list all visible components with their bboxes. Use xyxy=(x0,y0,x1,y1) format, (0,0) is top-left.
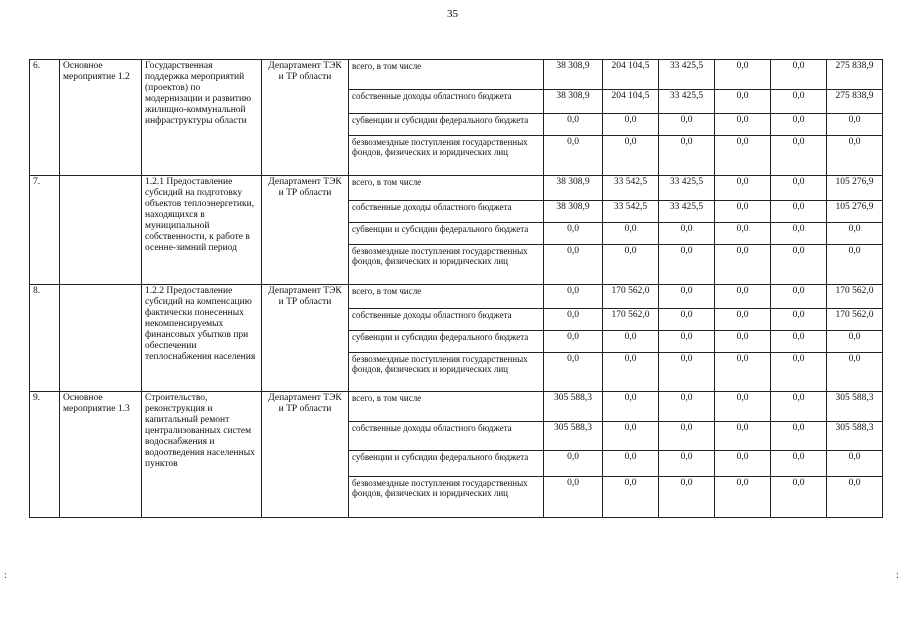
amount-cell: 0,0 xyxy=(603,353,659,392)
amount-cell: 33 425,5 xyxy=(659,201,715,223)
department: Департамент ТЭК и ТР области xyxy=(262,176,349,285)
department: Департамент ТЭК и ТР области xyxy=(262,60,349,176)
amount-cell: 0,0 xyxy=(715,90,771,114)
amount-cell: 305 588,3 xyxy=(827,392,883,422)
amount-cell: 0,0 xyxy=(771,245,827,285)
funding-source: всего, в том числе xyxy=(349,392,544,422)
amount-cell: 204 104,5 xyxy=(603,60,659,90)
amount-cell: 38 308,9 xyxy=(544,176,603,201)
row-number: 6. xyxy=(30,60,60,176)
row-number: 8. xyxy=(30,285,60,392)
table-row xyxy=(30,60,883,90)
program-name: 1.2.1 Предоставление субсидий на подготовку объектов теплоэнергетики, находящихся в муниципальной собственности, к работе в осенне-зимний период xyxy=(142,176,262,285)
amount-cell: 0,0 xyxy=(715,331,771,353)
amount-cell: 0,0 xyxy=(715,176,771,201)
amount-cell: 0,0 xyxy=(827,245,883,285)
amount-cell: 275 838,9 xyxy=(827,60,883,90)
program-name: 1.2.2 Предоставление субсидий на компенсацию фактически понесенных некомпенсируемых финансовых убытков при обеспечении теплоснабжения населения xyxy=(142,285,262,392)
amount-cell: 0,0 xyxy=(603,451,659,477)
program-name: Государственная поддержка мероприятий (проектов) по модернизации и развитию жилищно-коммунальной инфраструктуры области xyxy=(142,60,262,176)
amount-cell: 305 588,3 xyxy=(544,422,603,451)
amount-cell: 0,0 xyxy=(715,136,771,176)
amount-cell: 105 276,9 xyxy=(827,176,883,201)
amount-cell: 0,0 xyxy=(659,451,715,477)
amount-cell: 0,0 xyxy=(659,422,715,451)
amount-cell: 170 562,0 xyxy=(603,285,659,309)
amount-cell: 0,0 xyxy=(771,176,827,201)
amount-cell: 0,0 xyxy=(544,477,603,518)
amount-cell: 0,0 xyxy=(771,136,827,176)
amount-cell: 0,0 xyxy=(659,392,715,422)
amount-cell: 275 838,9 xyxy=(827,90,883,114)
amount-cell: 0,0 xyxy=(659,477,715,518)
amount-cell: 0,0 xyxy=(715,477,771,518)
amount-cell: 0,0 xyxy=(771,285,827,309)
amount-cell: 38 308,9 xyxy=(544,201,603,223)
amount-cell: 0,0 xyxy=(771,114,827,136)
amount-cell: 0,0 xyxy=(544,331,603,353)
amount-cell: 0,0 xyxy=(715,201,771,223)
event-name xyxy=(60,176,142,285)
amount-cell: 0,0 xyxy=(659,223,715,245)
funding-source: безвозмездные поступления государственных фондов, физических и юридических лиц xyxy=(349,136,544,176)
amount-cell: 0,0 xyxy=(544,451,603,477)
table-row xyxy=(30,176,883,201)
amount-cell: 0,0 xyxy=(659,136,715,176)
amount-cell: 105 276,9 xyxy=(827,201,883,223)
amount-cell: 0,0 xyxy=(715,451,771,477)
amount-cell: 0,0 xyxy=(771,201,827,223)
amount-cell: 170 562,0 xyxy=(827,309,883,331)
event-name xyxy=(60,285,142,392)
funding-source: субвенции и субсидии федерального бюджета xyxy=(349,223,544,245)
amount-cell: 0,0 xyxy=(603,136,659,176)
row-number: 9. xyxy=(30,392,60,518)
amount-cell: 0,0 xyxy=(771,223,827,245)
amount-cell: 0,0 xyxy=(603,422,659,451)
amount-cell: 0,0 xyxy=(771,451,827,477)
amount-cell: 0,0 xyxy=(544,353,603,392)
row-number: 7. xyxy=(30,176,60,285)
edge-mark-right: : xyxy=(896,570,899,581)
amount-cell: 0,0 xyxy=(659,309,715,331)
amount-cell: 0,0 xyxy=(603,114,659,136)
amount-cell: 0,0 xyxy=(544,136,603,176)
funding-source: субвенции и субсидии федерального бюджета xyxy=(349,114,544,136)
amount-cell: 0,0 xyxy=(603,223,659,245)
event-name: Основное мероприятие 1.2 xyxy=(60,60,142,176)
amount-cell: 0,0 xyxy=(771,90,827,114)
funding-source: безвозмездные поступления государственных фондов, физических и юридических лиц xyxy=(349,477,544,518)
amount-cell: 0,0 xyxy=(827,136,883,176)
funding-source: собственные доходы областного бюджета xyxy=(349,201,544,223)
amount-cell: 170 562,0 xyxy=(603,309,659,331)
amount-cell: 170 562,0 xyxy=(827,285,883,309)
amount-cell: 305 588,3 xyxy=(544,392,603,422)
funding-source: собственные доходы областного бюджета xyxy=(349,90,544,114)
amount-cell: 305 588,3 xyxy=(827,422,883,451)
amount-cell: 0,0 xyxy=(659,285,715,309)
amount-cell: 0,0 xyxy=(715,353,771,392)
edge-mark-left: : xyxy=(4,570,7,581)
funding-source: субвенции и субсидии федерального бюджета xyxy=(349,451,544,477)
table-row xyxy=(30,392,883,422)
funding-source: безвозмездные поступления государственных фондов, физических и юридических лиц xyxy=(349,245,544,285)
amount-cell: 38 308,9 xyxy=(544,90,603,114)
amount-cell: 38 308,9 xyxy=(544,60,603,90)
amount-cell: 0,0 xyxy=(544,114,603,136)
amount-cell: 0,0 xyxy=(603,245,659,285)
funding-source: всего, в том числе xyxy=(349,60,544,90)
amount-cell: 0,0 xyxy=(544,309,603,331)
amount-cell: 0,0 xyxy=(827,451,883,477)
event-name: Основное мероприятие 1.3 xyxy=(60,392,142,518)
amount-cell: 0,0 xyxy=(715,309,771,331)
funding-source: безвозмездные поступления государственных фондов, физических и юридических лиц xyxy=(349,353,544,392)
amount-cell: 33 425,5 xyxy=(659,90,715,114)
amount-cell: 0,0 xyxy=(827,477,883,518)
amount-cell: 0,0 xyxy=(771,353,827,392)
amount-cell: 0,0 xyxy=(715,285,771,309)
department: Департамент ТЭК и ТР области xyxy=(262,285,349,392)
budget-table xyxy=(29,59,883,518)
amount-cell: 0,0 xyxy=(715,114,771,136)
funding-source: всего, в том числе xyxy=(349,176,544,201)
amount-cell: 0,0 xyxy=(771,422,827,451)
department: Департамент ТЭК и ТР области xyxy=(262,392,349,518)
amount-cell: 0,0 xyxy=(715,60,771,90)
amount-cell: 0,0 xyxy=(827,331,883,353)
amount-cell: 0,0 xyxy=(603,477,659,518)
amount-cell: 0,0 xyxy=(771,477,827,518)
amount-cell: 33 542,5 xyxy=(603,176,659,201)
amount-cell: 0,0 xyxy=(544,285,603,309)
funding-source: всего, в том числе xyxy=(349,285,544,309)
program-name: Строительство, реконструкция и капитальный ремонт централизованных систем водоснабжения и водоотведения населенных пунктов xyxy=(142,392,262,518)
amount-cell: 0,0 xyxy=(603,331,659,353)
amount-cell: 0,0 xyxy=(771,392,827,422)
amount-cell: 0,0 xyxy=(771,331,827,353)
amount-cell: 0,0 xyxy=(659,245,715,285)
table-row xyxy=(30,285,883,309)
amount-cell: 0,0 xyxy=(659,114,715,136)
page-number: 35 xyxy=(447,8,458,20)
amount-cell: 0,0 xyxy=(771,309,827,331)
funding-source: собственные доходы областного бюджета xyxy=(349,422,544,451)
amount-cell: 0,0 xyxy=(659,331,715,353)
amount-cell: 0,0 xyxy=(715,245,771,285)
amount-cell: 0,0 xyxy=(603,392,659,422)
amount-cell: 0,0 xyxy=(715,392,771,422)
amount-cell: 0,0 xyxy=(827,223,883,245)
amount-cell: 0,0 xyxy=(827,353,883,392)
funding-source: собственные доходы областного бюджета xyxy=(349,309,544,331)
funding-source: субвенции и субсидии федерального бюджета xyxy=(349,331,544,353)
amount-cell: 0,0 xyxy=(771,60,827,90)
amount-cell: 33 542,5 xyxy=(603,201,659,223)
amount-cell: 0,0 xyxy=(544,245,603,285)
amount-cell: 0,0 xyxy=(715,223,771,245)
amount-cell: 33 425,5 xyxy=(659,176,715,201)
amount-cell: 204 104,5 xyxy=(603,90,659,114)
amount-cell: 0,0 xyxy=(544,223,603,245)
amount-cell: 0,0 xyxy=(827,114,883,136)
amount-cell: 0,0 xyxy=(659,353,715,392)
amount-cell: 33 425,5 xyxy=(659,60,715,90)
amount-cell: 0,0 xyxy=(715,422,771,451)
